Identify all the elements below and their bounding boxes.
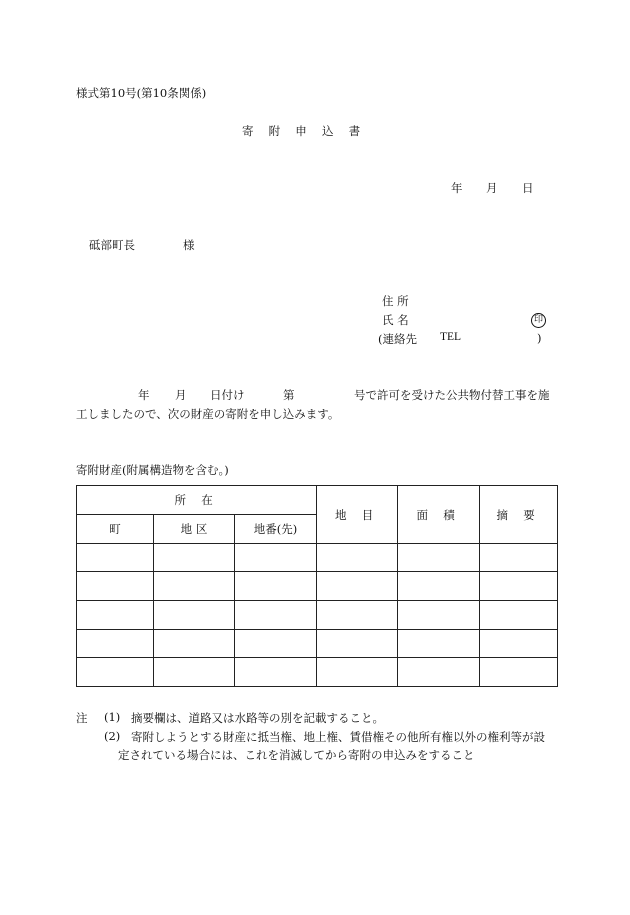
table-row	[77, 544, 558, 572]
table-cell[interactable]	[77, 658, 154, 687]
table-cell[interactable]	[317, 601, 398, 630]
header-cho: 町	[77, 515, 154, 544]
note-2-number: (2)	[104, 729, 121, 743]
header-chiku: 地 区	[154, 515, 235, 544]
header-menseki: 面 積	[398, 486, 480, 544]
name-label: 氏 名	[382, 313, 409, 327]
table-cell[interactable]	[77, 544, 154, 572]
table-cell[interactable]	[398, 572, 480, 601]
property-table	[76, 485, 558, 687]
header-location: 所 在	[77, 486, 317, 515]
body-line2: 工しましたので、次の財産の寄附を申し込みます。	[76, 407, 340, 421]
header-chiban: 地番(先)	[235, 515, 317, 544]
header-chimoku: 地 目	[317, 486, 398, 544]
table-cell[interactable]	[398, 601, 480, 630]
table-cell[interactable]	[398, 544, 480, 572]
table-cell[interactable]	[235, 630, 317, 658]
header-tekiyo: 摘 要	[480, 486, 558, 544]
note-2-text-line2: 定されている場合には、これを消滅してから寄附の申込みをすること	[118, 748, 475, 762]
table-row	[77, 658, 558, 687]
date-day: 日	[522, 181, 534, 195]
body-date-suffix: 日付け	[210, 388, 245, 402]
contact-close: )	[537, 331, 542, 345]
table-row	[77, 630, 558, 658]
table-cell[interactable]	[317, 572, 398, 601]
table-cell[interactable]	[398, 630, 480, 658]
table-cell[interactable]	[480, 572, 558, 601]
table-cell[interactable]	[317, 658, 398, 687]
table-cell[interactable]	[398, 658, 480, 687]
addressee-name: 砥部町長	[89, 238, 135, 252]
notes-label: 注	[76, 711, 88, 725]
form-number: 様式第10号(第10条関係)	[76, 86, 207, 100]
addressee-honorific: 様	[183, 238, 195, 252]
body-dai: 第	[283, 388, 295, 402]
table-cell[interactable]	[77, 630, 154, 658]
table-cell[interactable]	[480, 544, 558, 572]
table-cell[interactable]	[317, 544, 398, 572]
contact-tel: TEL	[440, 331, 462, 343]
table-cell[interactable]	[154, 544, 235, 572]
table-cell[interactable]	[154, 630, 235, 658]
table-cell[interactable]	[480, 630, 558, 658]
table-cell[interactable]	[77, 572, 154, 601]
seal-icon: 印	[531, 313, 546, 328]
address-label: 住 所	[382, 294, 409, 308]
table-cell[interactable]	[480, 658, 558, 687]
document-title: 寄 附 申 込 書	[242, 124, 366, 138]
table-cell[interactable]	[480, 601, 558, 630]
date-year: 年	[451, 181, 463, 195]
body-year: 年	[138, 388, 150, 402]
body-line1-tail: 号で許可を受けた公共物付替工事を施	[354, 388, 550, 402]
table-row	[77, 572, 558, 601]
table-caption: 寄附財産(附属構造物を含む。)	[76, 463, 229, 477]
note-1-number: (1)	[104, 710, 121, 724]
table-cell[interactable]	[317, 630, 398, 658]
seal-mark	[531, 311, 546, 328]
table-cell[interactable]	[235, 544, 317, 572]
table-cell[interactable]	[235, 601, 317, 630]
table-cell[interactable]	[154, 658, 235, 687]
table-row	[77, 601, 558, 630]
table-cell[interactable]	[154, 601, 235, 630]
table-cell[interactable]	[235, 572, 317, 601]
table-cell[interactable]	[154, 572, 235, 601]
date-month: 月	[486, 181, 498, 195]
note-2-text-line1: 寄附しようとする財産に抵当権、地上権、賃借権その他所有権以外の権利等が設	[131, 730, 545, 744]
note-1-text: 摘要欄は、道路又は水路等の別を記載すること。	[131, 711, 384, 725]
table-cell[interactable]	[77, 601, 154, 630]
body-month: 月	[175, 388, 187, 402]
table-cell[interactable]	[235, 658, 317, 687]
contact-open: (連絡先	[378, 332, 417, 346]
